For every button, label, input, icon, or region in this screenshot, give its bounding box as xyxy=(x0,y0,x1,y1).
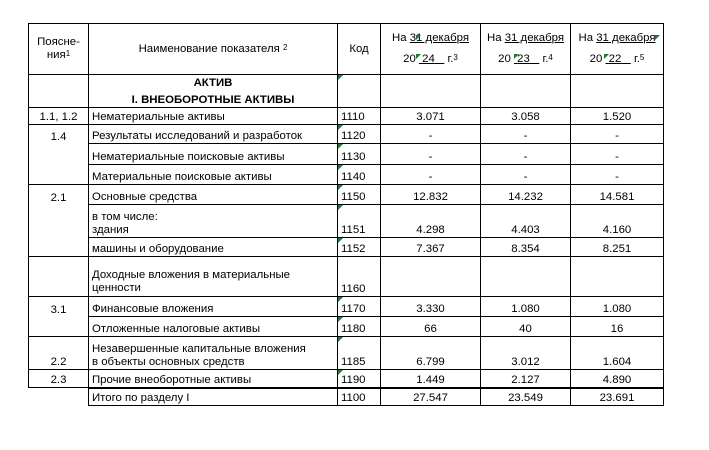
cell-marker-icon xyxy=(338,238,343,243)
cell-marker-icon xyxy=(338,75,343,80)
table-row: Отложенные налоговые активы 1180 66 40 16 xyxy=(29,317,664,337)
table-header-row xyxy=(29,24,664,75)
section-title: АКТИВ xyxy=(89,75,338,90)
table-row: машины и оборудование 1152 7.367 8.354 8.251 xyxy=(29,238,664,257)
cell-marker-icon xyxy=(338,165,343,170)
table-row: 1.4 Результаты исследований и разработок 1120 - - - xyxy=(29,125,664,144)
section-subtitle-row xyxy=(29,90,664,108)
cell-marker-icon xyxy=(338,337,343,342)
cell-marker-icon xyxy=(514,54,519,59)
cell-marker-icon xyxy=(655,35,660,40)
header-period-2022: На 31 декабря 20 22 г.$^5$ xyxy=(571,24,664,75)
header-period-2023: На 31 декабря 20 23 г.$^4$ xyxy=(481,24,571,75)
cell-marker-icon xyxy=(416,35,421,40)
header-indicator-name: Наименование показателя $^2$ xyxy=(89,24,338,75)
table-total-row: Итого по разделу I 1100 27.547 23.549 23.691 xyxy=(29,388,664,406)
table-row: 2.2 Незавершенные капитальные вложения в объекты основных средств 1185 6.799 3.012 1.604 xyxy=(29,337,664,370)
header-period-2024: На 31 декабря 20 24 г.$^3$ xyxy=(381,24,481,75)
cell-marker-icon xyxy=(604,54,609,59)
cell-marker-icon xyxy=(338,297,343,302)
table-row: Материальные поисковые активы 1140 - - - xyxy=(29,165,664,185)
table-row: в том числе: здания 1151 4.298 4.403 4.160 xyxy=(29,205,664,238)
cell-marker-icon xyxy=(416,54,421,59)
table-row: Нематериальные поисковые активы 1130 - - - xyxy=(29,144,664,165)
cell-marker-icon xyxy=(338,370,343,375)
section-title-row xyxy=(29,75,664,90)
cell-marker-icon xyxy=(338,205,343,210)
section-subtitle: I. ВНЕОБОРОТНЫЕ АКТИВЫ xyxy=(89,90,338,108)
cell-marker-icon xyxy=(338,317,343,322)
balance-sheet-table xyxy=(28,23,664,406)
header-code: Код xyxy=(338,24,381,75)
header-explanations: Поясне-ния$^1$ xyxy=(29,24,89,75)
table-row: 3.1 Финансовые вложения 1170 3.330 1.080 1.080 xyxy=(29,297,664,317)
table-row: Доходные вложения в материальные ценности 1160 xyxy=(29,257,664,297)
cell-marker-icon xyxy=(338,125,343,130)
table-row: 2.3 Прочие внеоборотные активы 1190 1.449 2.127 4.890 xyxy=(29,370,664,388)
cell-marker-icon xyxy=(338,185,343,190)
cell-marker-icon xyxy=(338,144,343,149)
table-row: 2.1 Основные средства 1150 12.832 14.232 14.581 xyxy=(29,185,664,205)
table-row: 1.1, 1.2 Нематериальные активы 1110 3.071 3.058 1.520 xyxy=(29,108,664,125)
